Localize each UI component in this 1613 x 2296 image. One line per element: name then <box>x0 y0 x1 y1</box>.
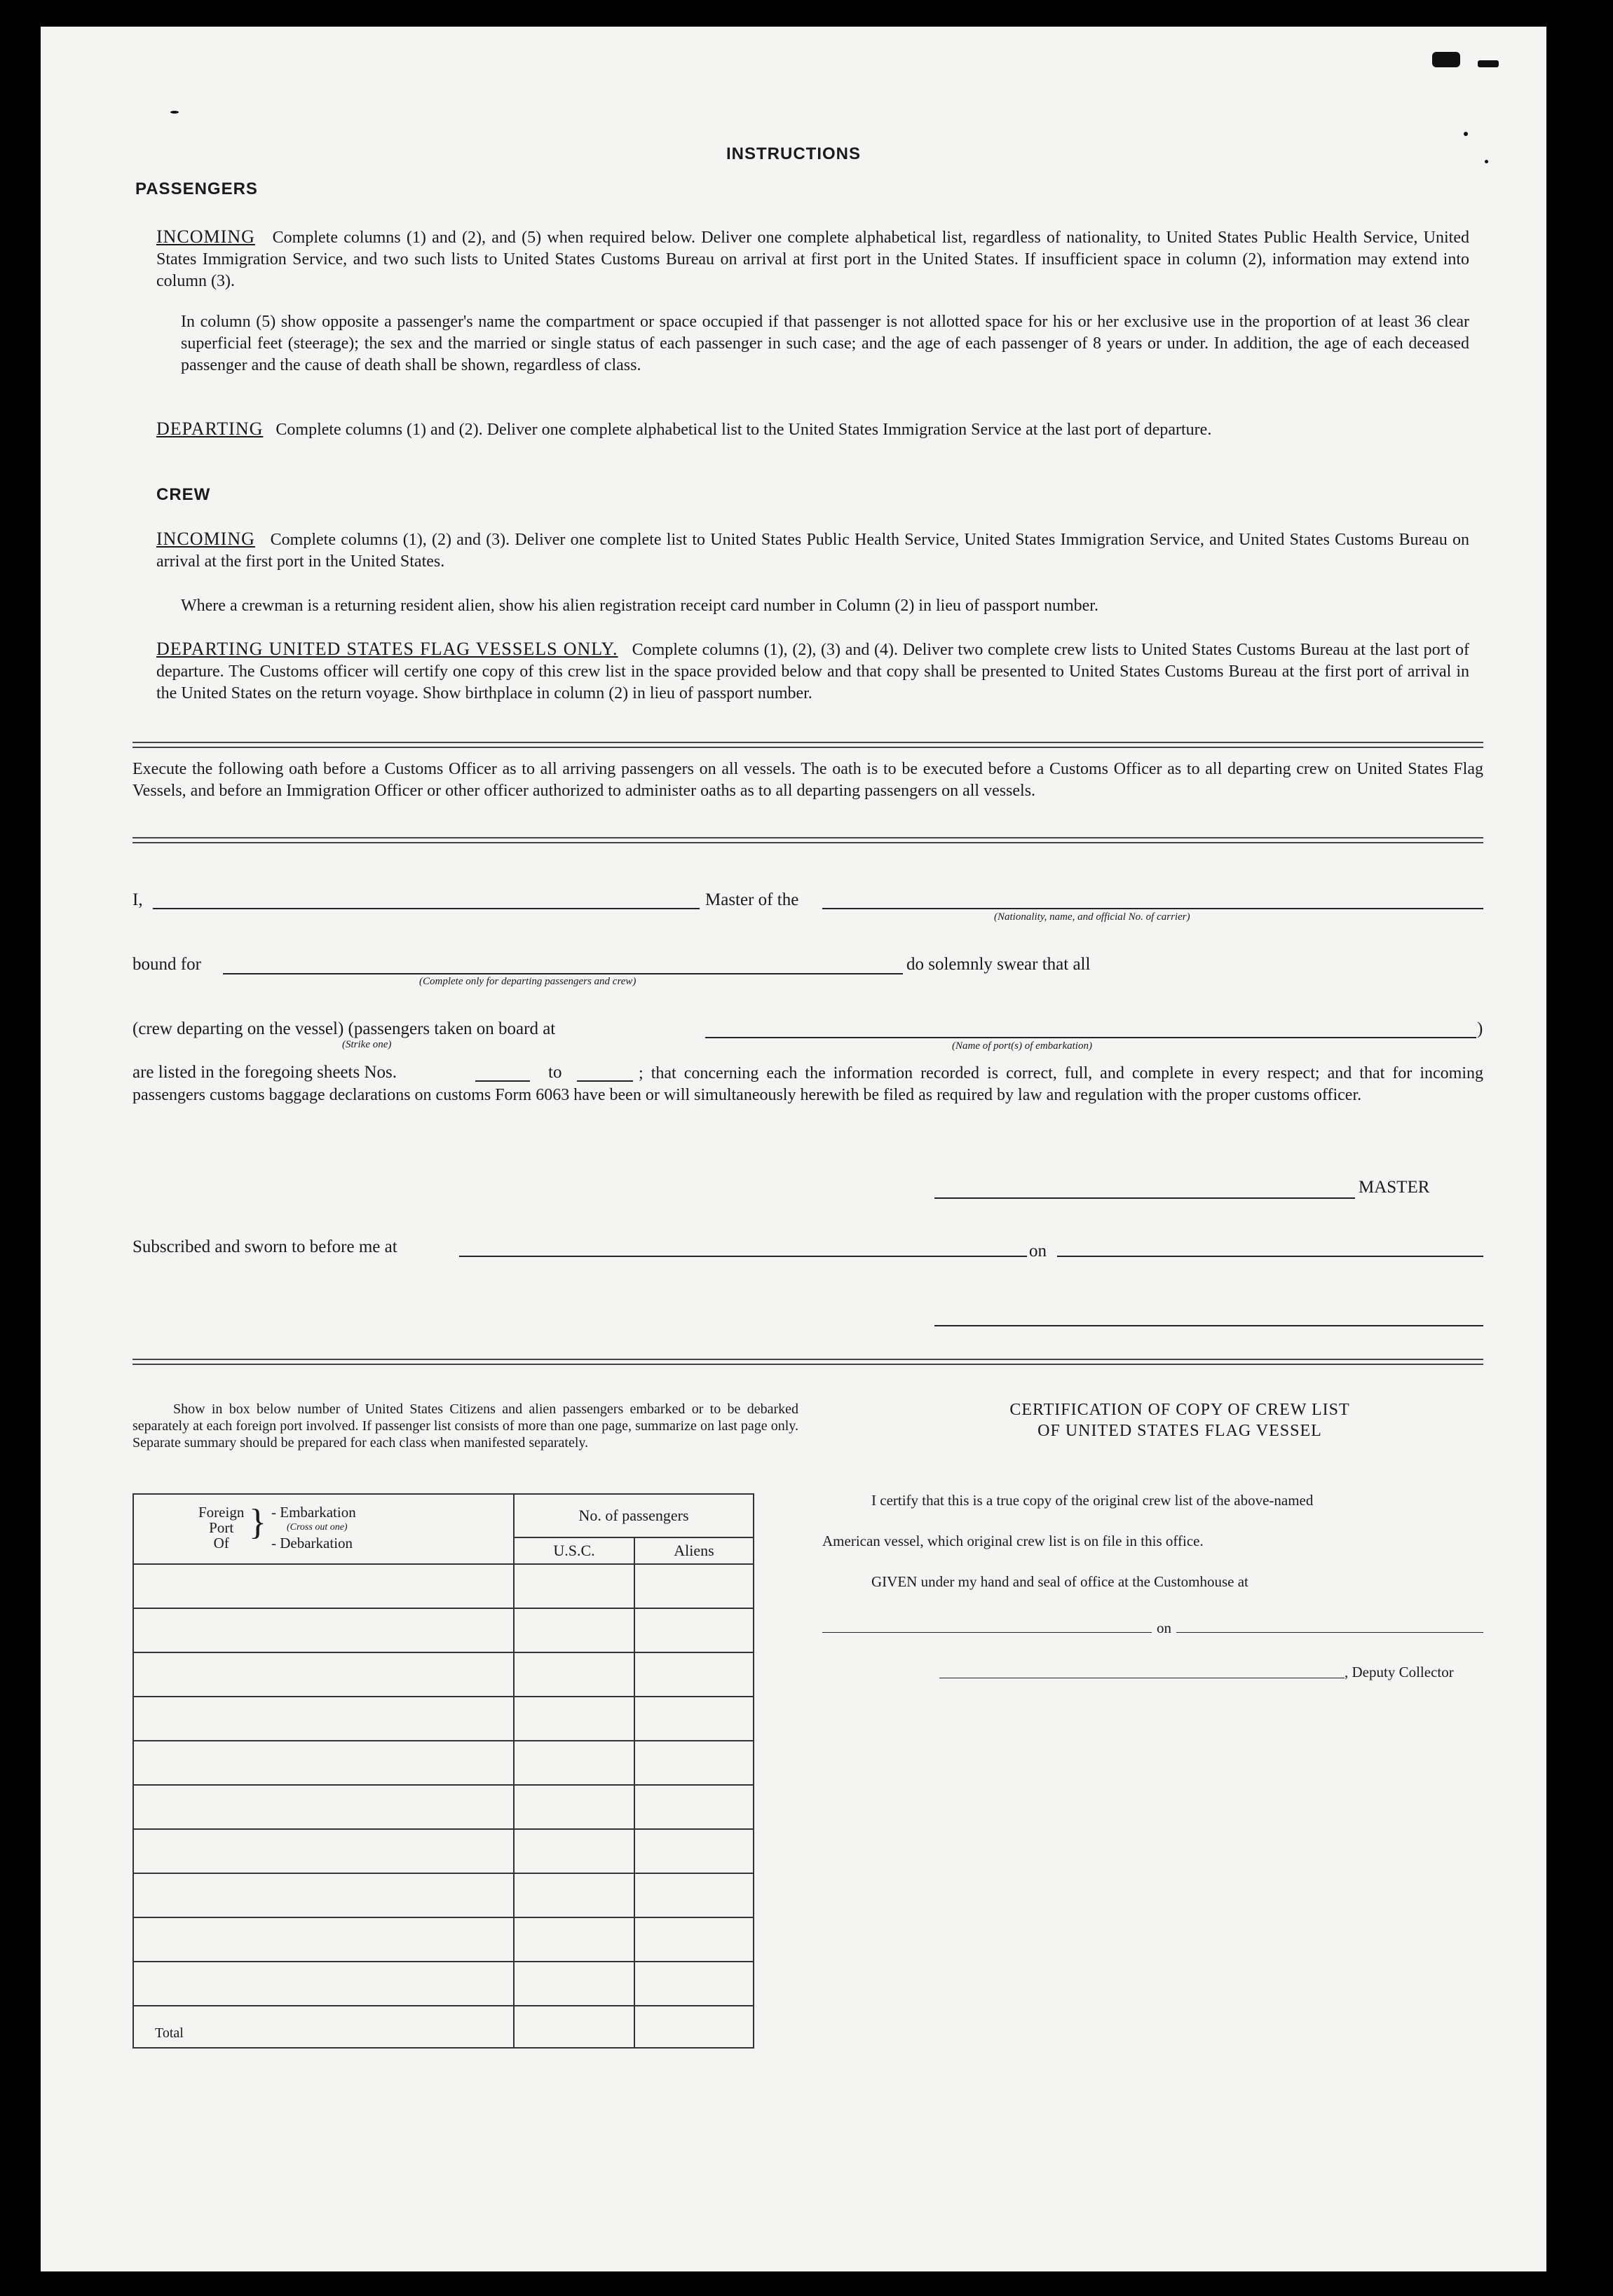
subscribed-date-field[interactable] <box>1057 1256 1483 1257</box>
to-label: to <box>548 1063 562 1082</box>
aliens-cell[interactable] <box>634 1652 754 1697</box>
aliens-total-cell[interactable] <box>634 2006 754 2048</box>
cert-date-field[interactable] <box>1176 1632 1483 1633</box>
scan-mark <box>1464 132 1468 136</box>
deputy-collector-label: , Deputy Collector <box>1345 1664 1454 1680</box>
passengers-incoming-para <box>156 226 1469 292</box>
aliens-header: Aliens <box>634 1537 754 1564</box>
table-row <box>133 1564 754 1608</box>
aliens-cell[interactable] <box>634 1829 754 1873</box>
crew-departing-para <box>156 638 1469 705</box>
table-row <box>133 1652 754 1697</box>
aliens-cell[interactable] <box>634 1917 754 1962</box>
debarkation-label[interactable]: - Debarkation <box>271 1535 353 1551</box>
subscribed-label: Subscribed and sworn to before me at <box>132 1237 397 1256</box>
incoming-tag: INCOMING <box>156 226 255 247</box>
master-label: MASTER <box>1359 1178 1430 1197</box>
close-paren: ) <box>1477 1019 1483 1038</box>
i-label: I, <box>132 890 143 909</box>
crew-departing-text: Complete columns (1), (2), (3) and (4). Deliver two complete crew lists to United States Customs Bureau at the last port of departure. The Customs officer will certify one copy of this crew list in the space provided below and that copy shall be presented to United States Customs Bureau at the first port of arrival in the United States on the return voyage. Show birthplace in column (2) in lieu of passport number. <box>156 641 1470 702</box>
table-row <box>133 1873 754 1917</box>
port-cell[interactable] <box>133 1564 514 1608</box>
scan-mark <box>1478 60 1499 67</box>
listed-start: are listed in the foregoing sheets Nos. <box>132 1063 397 1082</box>
port-cell[interactable] <box>133 1652 514 1697</box>
oath-intro: Execute the following oath before a Customs Officer as to all arriving passengers on all vessels. The oath is to be executed before a Customs Officer as to all departing crew on United States Flag Vessels, and before an Immigration Officer or other officer authorized to administer oaths as to all departing passengers on all vessels. <box>132 760 1483 800</box>
passengers-heading: PASSENGERS <box>135 179 258 198</box>
port-cell[interactable] <box>133 1697 514 1741</box>
crew-incoming-tag: INCOMING <box>156 529 255 549</box>
usc-cell[interactable] <box>514 1652 634 1697</box>
usc-header: U.S.C. <box>514 1537 634 1564</box>
crew-returning-text: Where a crewman is a returning resident alien, show his alien registration receipt card number in Column (2) in lieu of passport number. <box>181 597 1098 615</box>
bound-for-label: bound for <box>132 955 201 974</box>
swear-text: do solemnly swear that all <box>906 955 1091 974</box>
port-cell[interactable] <box>133 1785 514 1829</box>
crew-departing-tag: DEPARTING UNITED STATES FLAG VESSELS ONLY. <box>156 639 618 659</box>
port-cell[interactable] <box>133 1741 514 1785</box>
certify-text: I certify that this is a true copy of the original crew list of the above-named <box>871 1492 1314 1509</box>
of-label: Of <box>213 1535 229 1551</box>
listed-rest: ; that concerning each the information recorded is correct, full, and complete in every respect; and that for incoming passengers customs baggage declarations on customs Form 6063 have been or will simultaneously herewith be filed as required by law and regulation with the proper customs officer. <box>132 1064 1483 1104</box>
crew-heading: CREW <box>156 485 211 504</box>
port-cell[interactable] <box>133 1962 514 2006</box>
total-row <box>133 2006 754 2048</box>
certification-title <box>882 1399 1478 1441</box>
usc-cell[interactable] <box>514 1741 634 1785</box>
port-cell[interactable] <box>133 1873 514 1917</box>
divider <box>132 837 1483 843</box>
port-note: (Name of port(s) of embarkation) <box>952 1040 1092 1052</box>
usc-total-cell[interactable] <box>514 2006 634 2048</box>
aliens-cell[interactable] <box>634 1564 754 1608</box>
strike-one-note: (Strike one) <box>342 1039 392 1050</box>
scan-mark <box>170 111 179 114</box>
passengers-departing-para <box>156 418 1469 441</box>
table-row <box>133 1608 754 1652</box>
passenger-summary-table <box>132 1493 754 2049</box>
table-row <box>133 1741 754 1785</box>
crew-incoming-text: Complete columns (1), (2) and (3). Deliver one complete list to United States Public Health Service, United States Immigration Service, and United States Customs Bureau on arrival at the first port in the United States. <box>156 531 1469 571</box>
usc-cell[interactable] <box>514 1785 634 1829</box>
form-page <box>41 27 1546 2271</box>
master-signature-field[interactable] <box>934 1197 1355 1199</box>
usc-cell[interactable] <box>514 1608 634 1652</box>
customhouse-field[interactable] <box>822 1632 1152 1633</box>
crew-incoming-para <box>156 528 1469 573</box>
departing-tag: DEPARTING <box>156 419 264 439</box>
port-cell[interactable] <box>133 1829 514 1873</box>
master-of-the-label: Master of the <box>705 890 799 909</box>
aliens-cell[interactable] <box>634 1785 754 1829</box>
table-row <box>133 1697 754 1741</box>
usc-cell[interactable] <box>514 1829 634 1873</box>
master-name-field[interactable] <box>153 908 700 909</box>
usc-cell[interactable] <box>514 1917 634 1962</box>
aliens-cell[interactable] <box>634 1741 754 1785</box>
aliens-cell[interactable] <box>634 1962 754 2006</box>
usc-cell[interactable] <box>514 1564 634 1608</box>
table-row <box>133 1917 754 1962</box>
usc-cell[interactable] <box>514 1873 634 1917</box>
divider <box>132 742 1483 748</box>
bound-for-field[interactable] <box>223 973 903 974</box>
total-label: Total <box>133 2006 514 2048</box>
instructions-title: INSTRUCTIONS <box>726 144 861 163</box>
certification-title-line-2: OF UNITED STATES FLAG VESSEL <box>1037 1422 1322 1440</box>
no-of-passengers-header: No. of passengers <box>514 1494 754 1537</box>
officer-signature-field[interactable] <box>934 1325 1483 1326</box>
port-header-cell <box>133 1494 514 1564</box>
subscribed-on-label: on <box>1029 1242 1047 1261</box>
divider <box>132 1359 1483 1365</box>
passengers-incoming-text: Complete columns (1) and (2), and (5) when required below. Deliver one complete alphabetical list, regardless of nationality, to United States Public Health Service, United States Immigration Service, and two such lists to United States Customs Bureau on arrival at first port in the United States. If insufficient space in column (2), information may extend into column (3). <box>156 229 1469 290</box>
usc-cell[interactable] <box>514 1962 634 2006</box>
cross-out-note: (Cross out one) <box>287 1522 348 1533</box>
port-field[interactable] <box>705 1037 1476 1038</box>
passengers-departing-text: Complete columns (1) and (2). Deliver one complete alphabetical list to the United States Immigration Service at the last port of departure. <box>275 421 1212 439</box>
aliens-cell[interactable] <box>634 1697 754 1741</box>
bound-note: (Complete only for departing passengers and crew) <box>419 976 637 987</box>
port-label: Port <box>209 1519 234 1536</box>
embarkation-label[interactable]: - Embarkation <box>271 1504 356 1521</box>
aliens-cell[interactable] <box>634 1873 754 1917</box>
port-cell[interactable] <box>133 1608 514 1652</box>
american-vessel-text: American vessel, which original crew list is on file in this office. <box>822 1533 1204 1549</box>
subscribed-place-field[interactable] <box>459 1256 1027 1257</box>
aliens-cell[interactable] <box>634 1608 754 1652</box>
given-text: GIVEN under my hand and seal of office at the Customhouse at <box>871 1573 1248 1590</box>
scan-mark <box>1432 52 1460 67</box>
summary-instructions: Show in box below number of United States Citizens and alien passengers embarked or to be debarked separately at each foreign port involved. If passenger list consists of more than one page, summarize on last page only. Separate summary should be prepared for each class when manifested separately. <box>132 1401 798 1451</box>
table-row <box>133 1962 754 2006</box>
cert-on-label: on <box>1157 1619 1171 1636</box>
table-row <box>133 1829 754 1873</box>
carrier-field[interactable] <box>822 908 1483 909</box>
carrier-note: (Nationality, name, and official No. of carrier) <box>994 911 1190 923</box>
crew-passengers-text: (crew departing on the vessel) (passengers taken on board at <box>132 1019 556 1038</box>
usc-cell[interactable] <box>514 1697 634 1741</box>
port-cell[interactable] <box>133 1917 514 1962</box>
column5-text: In column (5) show opposite a passenger's name the compartment or space occupied if that passenger is not allotted space for his or her exclusive use in the proportion of at least 36 clear superficial feet (steerage); the sex and the married or single status of each passenger in such case; and the age of each passenger of 8 years or under. In addition, the age of each deceased passenger and the cause of death shall be shown, regardless of class. <box>181 313 1469 374</box>
brace-icon: } <box>249 1502 266 1542</box>
certification-title-line-1: CERTIFICATION OF COPY OF CREW LIST <box>1009 1401 1350 1419</box>
table-row <box>133 1785 754 1829</box>
foreign-label: Foreign <box>198 1504 245 1521</box>
